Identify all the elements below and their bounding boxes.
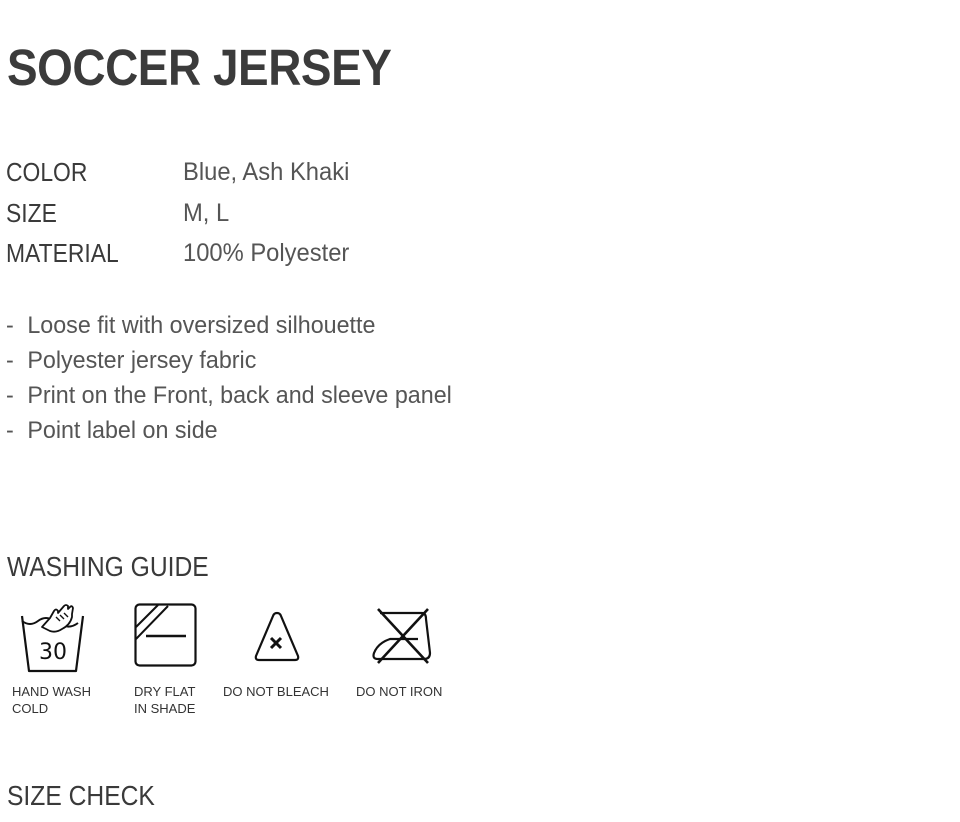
spec-label: MATERIAL — [6, 238, 119, 268]
spec-value: Blue, Ash Khaki — [183, 158, 350, 186]
svg-text:30: 30 — [39, 640, 67, 665]
feature-text: Print on the Front, back and sleeve panel — [27, 382, 452, 409]
bullet-dash: - — [6, 417, 14, 444]
size-check-heading: SIZE CHECK — [7, 780, 155, 811]
list-item — [6, 347, 452, 382]
care-label: DRY FLAT IN SHADE — [134, 684, 196, 716]
bullet-dash: - — [6, 382, 14, 409]
list-item — [6, 382, 452, 417]
feature-text: Point label on side — [27, 417, 218, 444]
do-not-iron-icon — [370, 603, 434, 667]
care-label: HAND WASH COLD — [12, 684, 91, 716]
do-not-bleach-icon — [254, 603, 300, 665]
feature-text: Polyester jersey fabric — [27, 347, 257, 374]
hand-wash-icon — [20, 603, 86, 673]
product-title: SOCCER JERSEY — [7, 39, 392, 96]
care-label: DO NOT BLEACH — [223, 684, 329, 699]
list-item — [6, 312, 452, 347]
bullet-dash: - — [6, 312, 14, 339]
bullet-dash: - — [6, 347, 14, 374]
spec-label: SIZE — [6, 197, 57, 228]
spec-value: M, L — [183, 198, 230, 227]
feature-text: Loose fit with oversized silhouette — [27, 312, 376, 339]
feature-list — [6, 312, 466, 452]
spec-label: COLOR — [6, 157, 88, 187]
care-label: DO NOT IRON — [356, 684, 443, 699]
washing-guide-heading: WASHING GUIDE — [7, 551, 209, 582]
dry-flat-shade-icon — [134, 603, 198, 669]
list-item — [6, 417, 452, 452]
spec-value: 100% Polyester — [183, 239, 350, 267]
